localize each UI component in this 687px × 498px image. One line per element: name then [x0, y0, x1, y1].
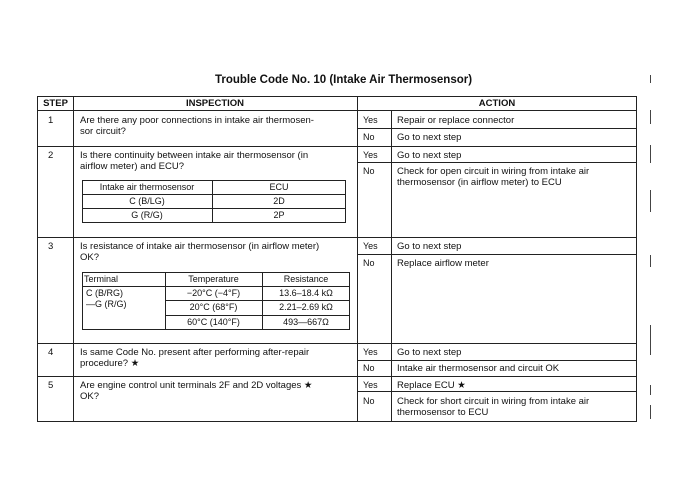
action-text	[397, 396, 633, 418]
answer-label: No	[363, 166, 375, 176]
table-header: Terminal	[84, 274, 119, 284]
table-header: Resistance	[283, 274, 329, 284]
inspection-line: Are engine control unit terminals 2F and 2D voltages ★	[80, 380, 313, 391]
terminal-line: C (B/RG)	[86, 288, 123, 298]
inspection-column-divider	[357, 96, 358, 422]
action-text: Repair or replace connector	[397, 115, 515, 126]
inspection-line: Are there any poor connections in intake air thermosen-	[80, 115, 314, 126]
answer-divider-1	[357, 128, 637, 129]
step-3-inspection	[80, 241, 352, 263]
resistance-table-divider	[165, 315, 350, 316]
action-text: Go to next step	[397, 347, 462, 358]
action-text: Replace airflow meter	[397, 258, 489, 269]
step-number: 2	[48, 150, 54, 161]
inspection-line: Is same Code No. present after performing after-repair	[80, 347, 310, 358]
table-cell: 60°C (140°F)	[187, 317, 240, 327]
table-cell: G (R/G)	[131, 210, 163, 220]
answer-label: No	[363, 396, 375, 406]
table-cell: 20°C (68°F)	[189, 302, 238, 312]
table-header: Intake air thermosensor	[99, 182, 195, 192]
table-cell: 493—667Ω	[283, 317, 329, 327]
inspection-line: OK?	[80, 391, 100, 402]
page-title: Trouble Code No. 10 (Intake Air Thermosensor)	[214, 74, 473, 86]
inspection-line: Is resistance of intake air thermosensor (in airflow meter)	[80, 241, 320, 252]
action-text: Go to next step	[397, 241, 462, 252]
step-divider-2	[37, 237, 637, 238]
step-4-inspection	[80, 347, 352, 369]
table-cell: 2.21–2.69 kΩ	[279, 302, 333, 312]
step-2-inspection	[80, 150, 352, 172]
inspection-line: procedure? ★	[80, 358, 140, 369]
scan-edge-mark	[650, 325, 651, 355]
header-action: ACTION	[478, 98, 516, 109]
answer-label: Yes	[363, 115, 378, 125]
continuity-table-divider	[82, 194, 346, 195]
step-number: 4	[48, 347, 54, 358]
action-line: Check for short circuit in wiring from intake air	[397, 396, 590, 407]
table-cell: 2P	[273, 210, 285, 220]
answer-divider-4	[357, 360, 637, 361]
scan-edge-mark	[650, 190, 651, 212]
answer-label: No	[363, 132, 375, 142]
scan-edge-mark	[650, 405, 651, 419]
step-divider-4	[37, 376, 637, 377]
action-line: thermosensor (in airflow meter) to ECU	[397, 177, 562, 188]
table-header: ECU	[269, 182, 289, 192]
action-text: Intake air thermosensor and circuit OK	[397, 363, 560, 374]
table-cell: C (B/LG)	[129, 196, 165, 206]
action-text	[397, 166, 633, 188]
answer-label: Yes	[363, 241, 378, 251]
resistance-table-divider	[165, 300, 350, 301]
answer-divider-5	[357, 391, 637, 392]
step-divider-1	[37, 146, 637, 147]
terminal-cell	[86, 288, 127, 310]
continuity-table-divider	[82, 208, 346, 209]
scan-edge-mark	[650, 75, 651, 83]
step-divider-3	[37, 343, 637, 344]
inspection-line: OK?	[80, 252, 100, 263]
resistance-table-divider	[82, 286, 350, 287]
answer-divider-2	[357, 162, 637, 163]
inspection-line: airflow meter) and ECU?	[80, 161, 185, 172]
step-number: 1	[48, 115, 54, 126]
table-cell: −20°C (−4°F)	[186, 288, 241, 298]
action-line: thermosensor to ECU	[397, 407, 489, 418]
action-text: Go to next step	[397, 150, 462, 161]
answer-label: Yes	[363, 347, 378, 357]
answer-label: No	[363, 363, 375, 373]
scan-edge-mark	[650, 110, 651, 124]
step-5-inspection	[80, 380, 352, 402]
answer-label: No	[363, 258, 375, 268]
action-text: Go to next step	[397, 132, 462, 143]
answer-column-divider	[391, 110, 392, 422]
table-header: Temperature	[188, 274, 239, 284]
step-number: 3	[48, 241, 54, 252]
answer-divider-3	[357, 254, 637, 255]
step-1-inspection	[80, 115, 352, 137]
answer-label: Yes	[363, 150, 378, 160]
scan-edge-mark	[650, 145, 651, 163]
action-text: Replace ECU ★	[397, 380, 466, 391]
inspection-line: Is there continuity between intake air thermosensor (in	[80, 150, 309, 161]
table-cell: 2D	[273, 196, 285, 206]
inspection-line: sor circuit?	[80, 126, 126, 137]
terminal-line: —G (R/G)	[86, 299, 127, 309]
header-inspection: INSPECTION	[185, 98, 245, 109]
scan-edge-mark	[650, 255, 651, 267]
answer-label: Yes	[363, 380, 378, 390]
header-step: STEP	[43, 98, 68, 109]
scan-edge-mark	[650, 385, 651, 395]
header-divider	[37, 110, 637, 111]
action-line: Check for open circuit in wiring from intake air	[397, 166, 590, 177]
table-cell: 13.6–18.4 kΩ	[279, 288, 333, 298]
step-number: 5	[48, 380, 54, 391]
step-column-divider	[73, 96, 74, 422]
